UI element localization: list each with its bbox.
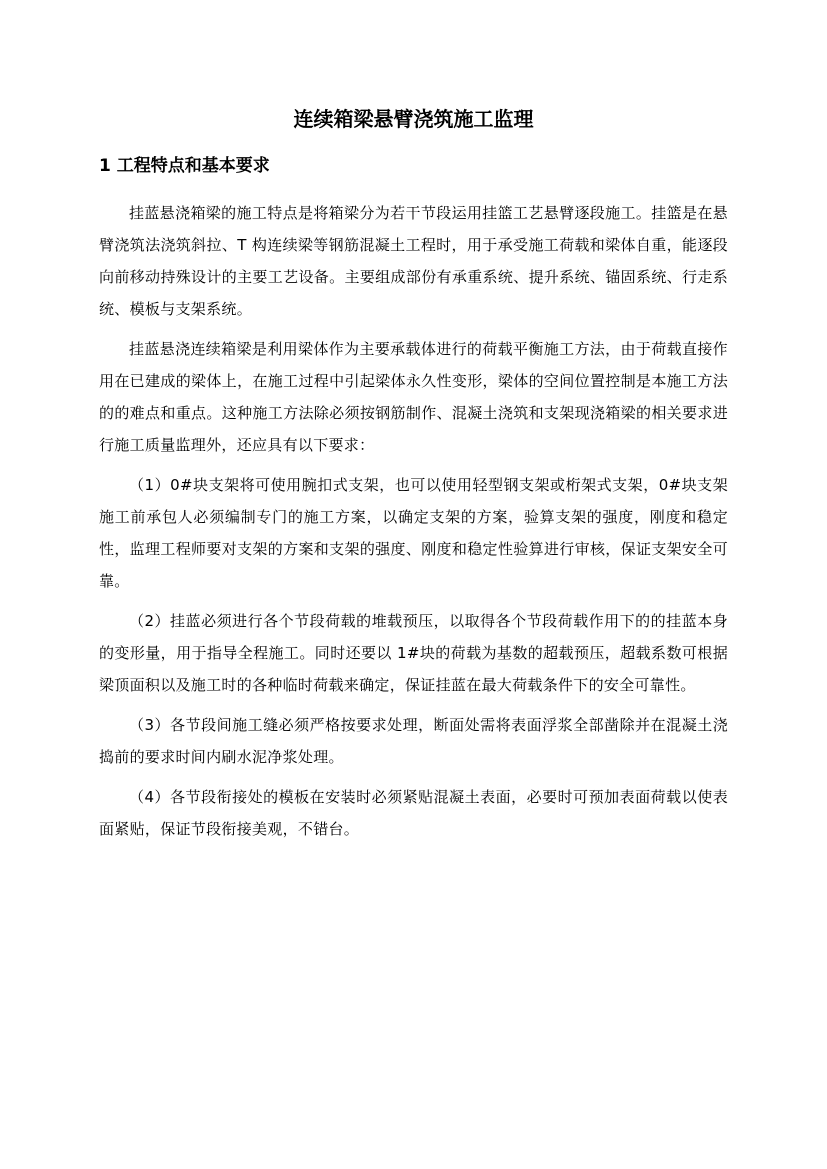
paragraph-requirement-1: （1）0#块支架将可使用腕扣式支架，也可以使用轻型钢支架或桁架式支架，0#块支架施工前承包人必须编制专门的施工方案，以确定支架的方案，验算支架的强度，刚度和稳定性，监理工程师要对支架的方案和支架的强度、刚度和稳定性验算进行审核，保证支架安全可靠。 [99, 476, 728, 590]
paragraph-requirement-3: （3）各节段间施工缝必须严格按要求处理，断面处需将表面浮浆全部凿除并在混凝土浇捣前的要求时间内刷水泥净浆处理。 [99, 716, 728, 766]
paragraph-intro: 挂蓝悬浇箱梁的施工特点是将箱梁分为若干节段运用挂篮工艺悬臂逐段施工。挂篮是在悬臂浇筑法浇筑斜拉、T 构连续梁等钢筋混凝土工程时，用于承受施工荷载和梁体自重，能逐段向前移动持殊设计的主要工艺设备。主要组成部份有承重系统、提升系统、锚固系统、行走系统、模板与支架系统。 [99, 204, 728, 318]
section-heading: 1 工程特点和基本要求 [99, 156, 270, 176]
document-body [99, 197, 728, 845]
paragraph-method: 挂蓝悬浇连续箱梁是利用梁体作为主要承载体进行的荷载平衡施工方法，由于荷载直接作用在已建成的梁体上，在施工过程中引起梁体永久性变形，梁体的空间位置控制是本施工方法的的难点和重点。这种施工方法除必须按钢筋制作、混凝土浇筑和支架现浇箱梁的相关要求进行施工质量监理外，还应具有以下要求： [99, 340, 728, 454]
paragraph-requirement-4: （4）各节段衔接处的模板在安装时必须紧贴混凝土表面，必要时可预加表面荷载以使表面紧贴，保证节段衔接美观，不错台。 [99, 788, 728, 838]
paragraph-requirement-2: （2）挂蓝必须进行各个节段荷载的堆载预压，以取得各个节段荷载作用下的的挂蓝本身的变形量，用于指导全程施工。同时还要以 1#块的荷载为基数的超载预压，超载系数可根据梁顶面积以及施工时的各种临时荷载来确定，保证挂蓝在最大荷载条件下的安全可靠性。 [99, 612, 728, 694]
document-title: 连续箱梁悬臂浇筑施工监理 [293, 107, 534, 131]
